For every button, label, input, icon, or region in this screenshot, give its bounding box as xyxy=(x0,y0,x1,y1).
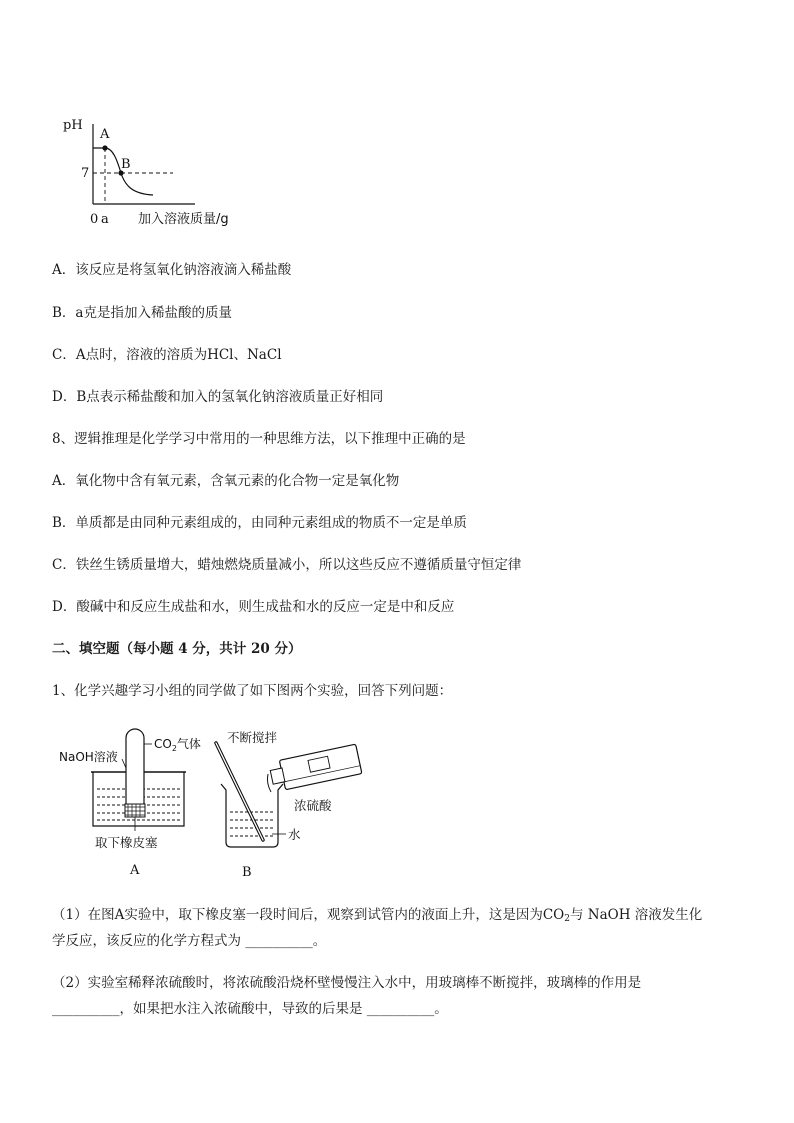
q1-part2-line1: （2）实验室稀释浓硫酸时，将浓硫酸沿烧杯壁慢慢注入水中，用玻璃棒不断搅拌，玻璃棒的作用是 xyxy=(52,975,642,991)
acid-label: 浓硫酸 xyxy=(294,798,332,813)
section-heading: 二、填空题（每小题 4 分，共计 20 分） xyxy=(52,641,302,657)
q7-option-d: D．B点表示稀盐酸和加入的氢氧化钠溶液质量正好相同 xyxy=(52,389,384,405)
co2-subscript: 2 xyxy=(564,914,570,924)
stopper-label: 取下橡皮塞 xyxy=(95,835,158,850)
q8-option-b: B．单质都是由同种元素组成的，由同种元素组成的物质不一定是单质 xyxy=(52,515,467,531)
q7-option-c: C．A点时，溶液的溶质为HCl、NaCl xyxy=(52,347,282,363)
q7-option-a: A．该反应是将氢氧化钠溶液滴入稀盐酸 xyxy=(52,262,292,278)
ph-chart xyxy=(55,112,265,232)
experiment-figure xyxy=(55,728,375,888)
figure-b-label: B xyxy=(242,865,252,880)
figure-b xyxy=(216,730,362,880)
q1-part1-text-a: （1）在图A实验中，取下橡皮塞一段时间后，观察到试管内的液面上升，这是因为CO xyxy=(52,907,565,923)
co2-label: $CO_2$气体 xyxy=(154,737,201,753)
q1-part2-line2: __________，如果把水注入浓硫酸中，导致的后果是 __________。 xyxy=(52,1001,448,1017)
figure-a xyxy=(59,729,201,878)
q8-option-d: D．酸碱中和反应生成盐和水，则生成盐和水的反应一定是中和反应 xyxy=(52,599,455,615)
figure-a-label: A xyxy=(130,863,140,878)
q8-stem: 8、逻辑推理是化学学习中常用的一种思维方法，以下推理中正确的是 xyxy=(52,431,466,447)
q8-option-c: C．铁丝生锈质量增大，蜡烛燃烧质量减小，所以这些反应不遵循质量守恒定律 xyxy=(52,557,522,573)
q7-option-b: B．a克是指加入稀盐酸的质量 xyxy=(52,305,232,321)
stir-label: 不断搅拌 xyxy=(227,730,278,745)
water-label: 水 xyxy=(288,827,301,842)
x-origin-label: 0 xyxy=(90,212,99,227)
point-a-marker xyxy=(102,145,107,150)
q1-part1-text-b: 与 NaOH 溶液发生化 xyxy=(569,907,703,923)
q8-option-a: A．氧化物中含有氧元素，含氧元素的化合物一定是氧化物 xyxy=(52,473,400,489)
point-a-label: A xyxy=(100,127,110,142)
q1-part1-line1 xyxy=(52,906,702,928)
x-axis-label: 加入溶液质量/g xyxy=(138,212,229,227)
y-axis-label: pH xyxy=(63,118,83,133)
q1-stem: 1、化学兴趣学习小组的同学做了如下图两个实验，回答下列问题： xyxy=(52,683,453,699)
naoh-label: NaOH溶液 xyxy=(59,750,118,764)
y-tick-7: 7 xyxy=(81,166,90,181)
point-b-label: B xyxy=(121,157,131,172)
x-mark-a: a xyxy=(101,212,109,227)
q1-part1-line2: 学反应，该反应的化学方程式为 __________。 xyxy=(52,933,327,949)
